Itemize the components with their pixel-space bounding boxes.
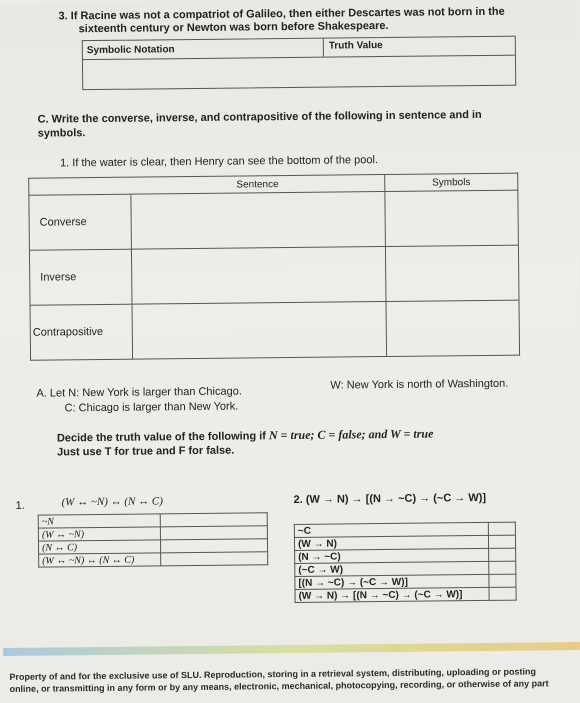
footer-line1: Property of and for the exclusive use of SLU. Reproduction, storing in a retrieval system, distributing, uploading or posting <box>9 666 537 682</box>
instructions-line2: Just use T for true and F for false. <box>56 444 235 459</box>
decorative-stripe <box>3 642 580 656</box>
p1-row-expr: (W ↔ ~N) ↔ (N ↔ C) <box>39 553 161 567</box>
variable-definitions <box>36 385 242 417</box>
p2-row-expr: (N → ~C) <box>295 548 489 563</box>
section-c-item-1: 1. If the water is clear, then Henry can see the bottom of the pool. <box>59 154 379 170</box>
p2-row-expr: ~C <box>294 522 488 537</box>
table-row <box>39 552 268 567</box>
inverse-sentence-cell[interactable] <box>131 246 386 304</box>
row-label-inverse: Inverse <box>29 249 132 305</box>
problem-2-table <box>294 522 517 603</box>
table-row <box>29 245 519 305</box>
p2-row-expr: [(N → ~C) → (~C → W)] <box>295 574 489 589</box>
p2-value-cell[interactable] <box>489 548 516 561</box>
p2-value-cell[interactable] <box>489 561 516 574</box>
footer-line2: online, or transmitting in any form or by any means, electronic, mechanical, photocopying, recording, or otherwise of any part <box>9 678 549 694</box>
truth-value-header: Truth Value <box>328 40 383 52</box>
row-label-converse: Converse <box>29 194 132 250</box>
contrapositive-symbols-cell[interactable] <box>386 300 520 356</box>
symbolic-notation-table <box>82 36 516 91</box>
truth-assignments: N = true; C = false; and W = true <box>268 426 434 443</box>
p1-row-expr: ~N <box>38 514 160 528</box>
instructions-line1: Decide the truth value of the following if <box>56 430 266 445</box>
row-label-contrapositive: Contrapositive <box>30 304 133 360</box>
p1-row-expr: (N ↔ C) <box>38 540 160 554</box>
converse-sentence-cell[interactable] <box>131 191 386 249</box>
converse-inverse-table <box>28 173 520 361</box>
definition-n: A. Let N: New York is larger than Chicago. <box>36 385 242 400</box>
p2-value-cell[interactable] <box>489 574 516 587</box>
definition-w: W: New York is north of Washington. <box>330 377 509 392</box>
p1-value-cell[interactable] <box>160 513 267 527</box>
p1-row-expr: (W ↔ ~N) <box>38 527 160 541</box>
converse-symbols-cell[interactable] <box>385 190 519 246</box>
p2-value-cell[interactable] <box>489 587 516 600</box>
p2-row-expr: (W → N) <box>294 535 488 550</box>
table-row <box>295 587 516 602</box>
table-row <box>30 300 520 360</box>
contrapositive-sentence-cell[interactable] <box>132 301 387 359</box>
problem-1-number: 1. <box>15 499 25 512</box>
p1-value-cell[interactable] <box>160 526 267 540</box>
instructions <box>57 426 527 460</box>
question-3-line2: sixteenth century or Newton was born before Shakespeare. <box>78 19 389 36</box>
section-c-title: C. Write the converse, inverse, and contrapositive of the following in sentence and in symbols. <box>37 108 482 140</box>
problem-2-expression: 2. (W → N) → [(N → ~C) → (~C → W)] <box>293 491 487 506</box>
p2-row-expr: (~C → W) <box>295 561 489 576</box>
symbolic-table-header <box>83 37 515 61</box>
copyright-footer <box>9 665 579 695</box>
definition-c: C: Chicago is larger than New York. <box>64 400 239 415</box>
p1-value-cell[interactable] <box>160 539 267 553</box>
p2-value-cell[interactable] <box>488 522 515 535</box>
inverse-symbols-cell[interactable] <box>385 245 519 301</box>
symbolic-notation-header: Symbolic Notation <box>86 44 175 57</box>
p2-value-cell[interactable] <box>488 535 515 548</box>
p2-row-expr: (W → N) → [(N → ~C) → (~C → W)] <box>295 587 489 602</box>
table-row <box>29 190 519 250</box>
question-3-line1: If Racine was not a compatriot of Galileo, then either Descartes was not born in the <box>70 5 505 23</box>
problem-1-table <box>38 512 269 567</box>
sentence-header: Sentence <box>131 174 385 194</box>
problem-1-expression: (W ↔ ~N) ↔ (N ↔ C) <box>61 495 163 509</box>
p1-value-cell[interactable] <box>161 552 268 566</box>
symbols-header: Symbols <box>385 173 518 191</box>
question-3-number: 3. <box>58 10 68 23</box>
question-3 <box>58 5 528 36</box>
